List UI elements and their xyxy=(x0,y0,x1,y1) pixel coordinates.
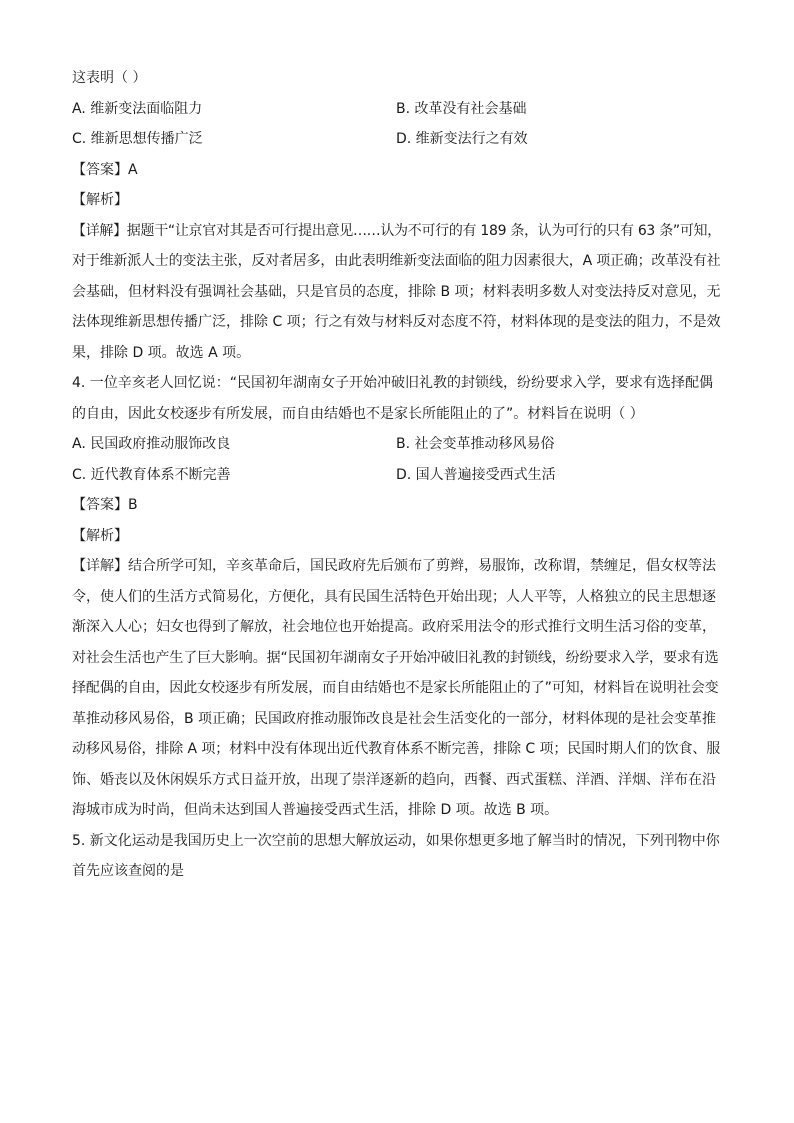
q3-detail-line: 果，排除 D 项。故选 A 项。 xyxy=(72,344,251,361)
q4-stem-line: 4. 一位辛亥老人回忆说：“民国初年湖南女子开始冲破旧礼教的封锁线，纷纷要求入学，要求有选择配偶 xyxy=(72,375,714,391)
q3-detail-line: 会基础，但材料没有强调社会基础，只是官员的态度，排除 B 项；材料表明多数人对变法持反对意见，无 xyxy=(72,283,721,300)
q3-stem-tail: 这表明（ ） xyxy=(72,70,147,86)
q4-detail-line: 择配偶的自由，因此女校逐步有所发展，而自由结婚也不是家长所能阻止的了”可知，材料旨在说明社会变 xyxy=(72,680,719,696)
q4-stem-line: 的自由，因此女校逐步有所发展，而自由结婚也不是家长所能阻止的了”。材料旨在说明（ ） xyxy=(72,405,644,422)
q3-option-c: C. 维新思想传播广泛 xyxy=(72,131,203,147)
q4-option-a: A. 民国政府推动服饰改良 xyxy=(72,436,231,452)
q4-detail-line: 令，使人们的生活方式简易化，方便化，具有民国生活特色开始出现；人人平等，人格独立的民主思想逐 xyxy=(72,588,716,605)
q3-option-b: B. 改革没有社会基础 xyxy=(396,100,527,117)
q3-detail-line: 【详解】据题干“让京官对其是否可行提出意见……认为不可行的有 189 条，认为可行的只有 63 条”可知， xyxy=(72,222,721,239)
q4-detail-line: 革推动移风易俗，B 项正确；民国政府推动服饰改良是社会生活变化的一部分，材料体现的是社会变革推 xyxy=(72,710,717,727)
q3-answer: 【答案】A xyxy=(72,161,138,178)
q4-option-c: C. 近代教育体系不断完善 xyxy=(72,466,231,483)
page-content xyxy=(72,63,722,887)
q3-analysis-heading: 【解析】 xyxy=(72,192,128,208)
q3-option-d: D. 维新变法行之有效 xyxy=(396,131,528,147)
q5-stem-line: 5. 新文化运动是我国历史上一次空前的思想大解放运动，如果你想更多地了解当时的情况，下列刊物中你 xyxy=(72,832,720,849)
q4-detail-line: 渐深入人心；妇女也得到了解放，社会地位也开始提高。政府采用法令的形式推行文明生活习俗的变革， xyxy=(72,619,716,635)
q5-stem-line: 首先应该查阅的是 xyxy=(72,863,184,879)
q4-options-row-2 xyxy=(72,460,722,491)
q3-options-row-1 xyxy=(72,94,722,125)
q3-options-row-2 xyxy=(72,124,722,155)
q4-option-d: D. 国人普遍接受西式生活 xyxy=(396,466,556,483)
q4-answer: 【答案】B xyxy=(72,497,138,513)
q4-detail-line: 动移风易俗，排除 A 项；材料中没有体现出近代教育体系不断完善，排除 C 项；民国时期人们的饮食、服 xyxy=(72,741,721,757)
q4-detail-line: 海城市成为时尚，但尚未达到国人普遍接受西式生活，排除 D 项。故选 B 项。 xyxy=(72,802,559,818)
q3-detail-line: 对于维新派人士的变法主张，反对者居多，由此表明维新变法面临的阻力因素很大，A 项正确；改革没有社 xyxy=(72,253,721,269)
q4-analysis-heading: 【解析】 xyxy=(72,527,128,544)
q4-options-row-1 xyxy=(72,429,722,460)
q4-detail-line: 对社会生活也产生了巨大影响。据“民国初年湖南女子开始冲破旧礼教的封锁线，纷纷要求入学，要求有选 xyxy=(72,649,719,666)
q4-detail-line: 饰、婚丧以及休闲娱乐方式日益开放，出现了崇洋逐新的趋向，西餐、西式蛋糕、洋酒、洋烟、洋布在沿 xyxy=(72,771,716,788)
q3-option-a: A. 维新变法面临阻力 xyxy=(72,100,203,117)
q4-detail-line: 【详解】结合所学可知，辛亥革命后，国民政府先后颁布了剪辫，易服饰，改称谓，禁缠足，倡女权等法 xyxy=(72,558,716,574)
q3-detail-line: 法体现维新思想传播广泛，排除 C 项；行之有效与材料反对态度不符，材料体现的是变法的阻力，不是效 xyxy=(72,314,721,330)
q4-option-b: B. 社会变革推动移风易俗 xyxy=(396,436,555,452)
